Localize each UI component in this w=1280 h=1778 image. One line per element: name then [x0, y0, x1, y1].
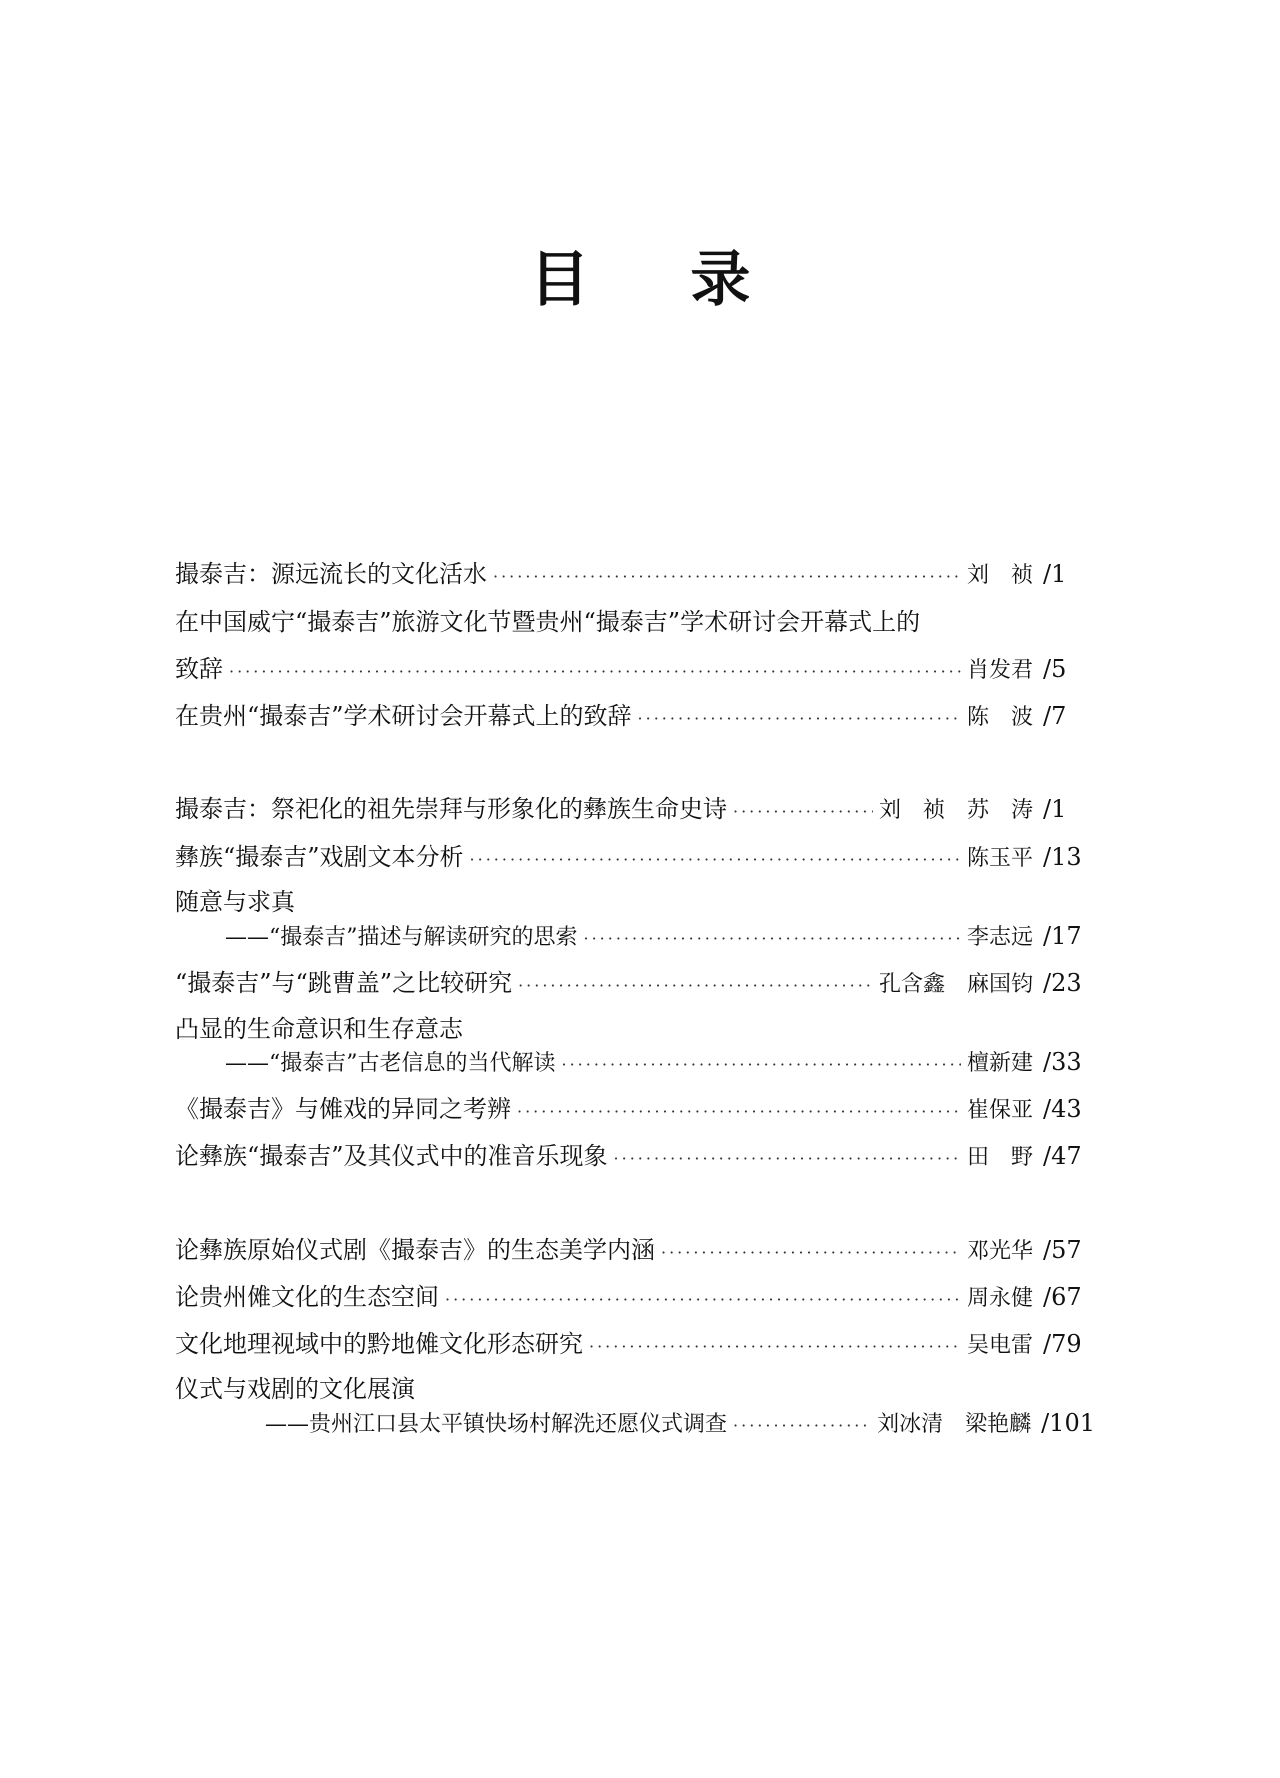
toc-entry-page: /7	[1043, 702, 1067, 730]
toc-entry-title: 论彝族原始仪式剧《撮泰吉》的生态美学内涵	[175, 1236, 655, 1264]
dot-leader	[614, 1151, 961, 1167]
dot-leader	[584, 931, 961, 947]
toc-entry-title: 撮泰吉：祭祀化的祖先崇拜与形象化的彝族生命史诗	[175, 795, 727, 823]
toc-entry-title: ——“撮泰吉”描述与解读研究的思索	[225, 925, 578, 950]
toc-entry[interactable]	[175, 704, 1095, 729]
toc-entry-page: /67	[1043, 1283, 1082, 1311]
toc-entry-page: /13	[1043, 843, 1082, 871]
dot-leader	[589, 1339, 961, 1355]
toc-entry[interactable]	[175, 1332, 1095, 1357]
toc-entry-page: /23	[1043, 969, 1082, 997]
page-title: 目 录	[529, 245, 791, 315]
toc-entry-author: 檀新建	[966, 1051, 1033, 1076]
toc-entry-author: 邓光华	[966, 1239, 1033, 1264]
toc-entry-title: “撮泰吉”与“跳曹盖”之比较研究	[175, 969, 513, 997]
toc-entry-title: 《撮泰吉》与傩戏的异同之考辨	[175, 1095, 511, 1123]
toc-entry[interactable]	[175, 562, 1095, 587]
dot-leader	[518, 978, 873, 994]
toc-entry-author: 孔含鑫 麻国钧	[878, 972, 1033, 997]
toc-entry-title: 论彝族“撮泰吉”及其仪式中的准音乐现象	[175, 1142, 608, 1170]
toc-entry-page: /47	[1043, 1142, 1082, 1170]
toc-entry-headline[interactable]: 仪式与戏剧的文化展演	[175, 1375, 415, 1403]
toc-entry-title: ——贵州江口县太平镇快场村解洗还愿仪式调查	[265, 1412, 728, 1437]
toc-entry-title: 在贵州“撮泰吉”学术研讨会开幕式上的致辞	[175, 702, 632, 730]
toc-entry-author: 李志远	[966, 925, 1033, 950]
toc-entry[interactable]	[175, 845, 1095, 870]
toc-entry[interactable]	[175, 1144, 1095, 1169]
dot-leader	[517, 1104, 961, 1120]
toc-entry-title: 彝族“撮泰吉”戏剧文本分析	[175, 843, 464, 871]
toc-entry-author: 田 野	[966, 1145, 1033, 1170]
toc-entry-title-line1[interactable]: 在中国威宁“撮泰吉”旅游文化节暨贵州“撮泰吉”学术研讨会开幕式上的	[175, 608, 921, 636]
dot-leader	[661, 1245, 961, 1261]
toc-entry-headline[interactable]: 凸显的生命意识和生存意志	[175, 1015, 463, 1043]
dot-leader	[733, 1418, 871, 1434]
toc-entry-headline[interactable]: 随意与求真	[175, 888, 295, 916]
toc-entry-author: 陈玉平	[966, 846, 1033, 871]
toc-entry-page: /43	[1043, 1095, 1082, 1123]
toc-entry-title: 论贵州傩文化的生态空间	[175, 1283, 439, 1311]
toc-entry-author: 陈 波	[966, 705, 1033, 730]
dot-leader	[733, 804, 873, 820]
dot-leader	[229, 664, 961, 680]
toc-entry[interactable]	[175, 1285, 1095, 1310]
toc-entry-author: 崔保亚	[966, 1098, 1033, 1123]
toc-entry-page: /79	[1043, 1330, 1082, 1358]
dot-leader	[562, 1057, 961, 1073]
toc-entry-author: 刘冰清 梁艳麟	[877, 1412, 1032, 1437]
toc-entry-subtitle[interactable]	[225, 1050, 1095, 1075]
toc-entry-title: 致辞	[175, 655, 223, 683]
toc-entry-author: 吴电雷	[966, 1333, 1033, 1358]
toc-entry-title: ——“撮泰吉”古老信息的当代解读	[225, 1051, 556, 1076]
toc-entry-page: /57	[1043, 1236, 1082, 1264]
toc-entry[interactable]	[175, 1238, 1095, 1263]
dot-leader	[470, 852, 961, 868]
toc-entry[interactable]	[175, 1097, 1095, 1122]
toc-entry-page: /101	[1041, 1409, 1095, 1437]
dot-leader	[445, 1292, 961, 1308]
toc-entry-page: /1	[1043, 795, 1067, 823]
toc-entry-title: 文化地理视域中的黔地傩文化形态研究	[175, 1330, 583, 1358]
toc-entry-title: 撮泰吉：源远流长的文化活水	[175, 560, 487, 588]
toc-entry-page: /1	[1043, 560, 1067, 588]
toc-entry-page: /5	[1043, 655, 1067, 683]
toc-entry-page: /17	[1043, 922, 1082, 950]
toc-entry-author: 刘 祯 苏 涛	[878, 798, 1033, 823]
toc-entry[interactable]	[175, 657, 1095, 682]
toc-entry-author: 刘 祯	[966, 563, 1033, 588]
toc-entry-subtitle[interactable]	[265, 1411, 1095, 1436]
toc-entry-subtitle[interactable]	[225, 924, 1095, 949]
toc-entry-page: /33	[1043, 1048, 1082, 1076]
toc-entry[interactable]	[175, 797, 1095, 822]
toc-entry-author: 周永健	[966, 1286, 1033, 1311]
toc-entry-author: 肖发君	[966, 658, 1033, 683]
dot-leader	[493, 569, 961, 585]
dot-leader	[638, 711, 961, 727]
toc-entry[interactable]	[175, 971, 1095, 996]
